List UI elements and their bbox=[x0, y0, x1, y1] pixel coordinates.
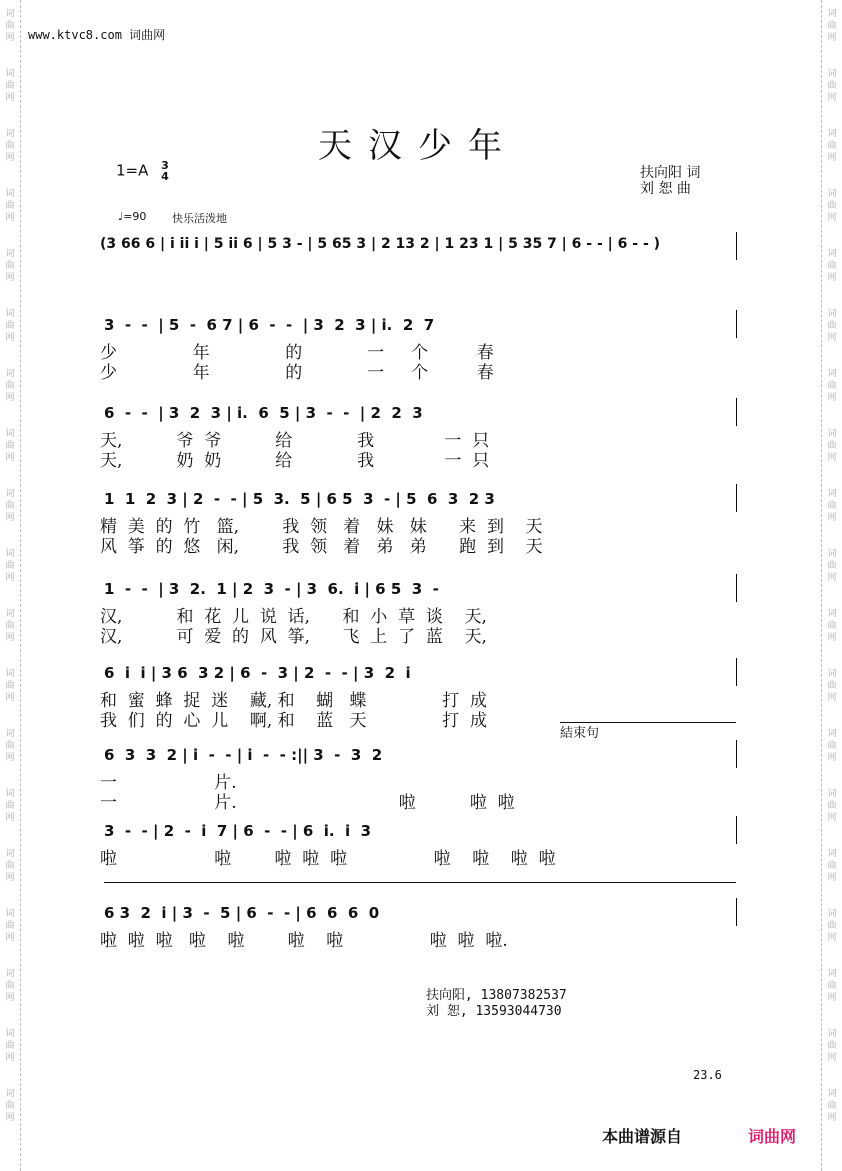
notation-line: 1 1 2 3 | 2 - - | 5 3. 5 | 6 5 3 - | 5 6 3 2 3 bbox=[104, 490, 495, 508]
watermark-char: 词 bbox=[5, 309, 15, 319]
watermark-char: 网 bbox=[827, 153, 837, 163]
watermark-char: 词 bbox=[5, 9, 15, 19]
intro-end-bar bbox=[736, 232, 737, 260]
watermark-char: 网 bbox=[5, 33, 15, 43]
system-end-bar bbox=[736, 310, 737, 338]
watermark-char: 曲 bbox=[827, 441, 837, 451]
notation-line: 1 - - | 3 2. 1 | 2 3 - | 3 6. i | 6 5 3 - bbox=[104, 580, 439, 598]
watermark-char: 曲 bbox=[5, 621, 15, 631]
watermark-char: 网 bbox=[5, 273, 15, 283]
watermark-char: 词 bbox=[5, 1029, 15, 1039]
watermark-char: 曲 bbox=[5, 1041, 15, 1051]
watermark-char: 词 bbox=[827, 69, 837, 79]
watermark-char: 词 bbox=[5, 69, 15, 79]
system-end-bar bbox=[736, 658, 737, 686]
watermark-char: 词 bbox=[5, 189, 15, 199]
watermark-char: 曲 bbox=[827, 801, 837, 811]
site-name: 词曲网 bbox=[129, 28, 166, 42]
watermark-char: 词 bbox=[5, 969, 15, 979]
watermark-char: 网 bbox=[827, 453, 837, 463]
lyric-line: 我 们 的 心 儿 啊, 和 蓝 天 打 成 bbox=[100, 711, 487, 731]
watermark-char: 曲 bbox=[5, 201, 15, 211]
watermark-char: 词 bbox=[827, 369, 837, 379]
watermark-char: 词 bbox=[827, 669, 837, 679]
watermark-char: 词 bbox=[827, 1029, 837, 1039]
watermark-char: 网 bbox=[827, 813, 837, 823]
notation-line: 6 i i | 3 6 3 2 | 6 - 3 | 2 - - | 3 2 i bbox=[104, 664, 411, 682]
watermark-char: 网 bbox=[5, 813, 15, 823]
watermark-char: 曲 bbox=[5, 681, 15, 691]
composer-credit: 刘 恕 曲 bbox=[640, 181, 691, 197]
lyricist-credit: 扶向阳 词 bbox=[640, 165, 701, 181]
watermark-char: 词 bbox=[5, 609, 15, 619]
watermark-char: 词 bbox=[827, 189, 837, 199]
lyric-line: 啦 啦 啦 啦 啦 啦 啦 啦 啦 啦. bbox=[100, 931, 508, 951]
watermark-char: 曲 bbox=[5, 981, 15, 991]
watermark-char: 曲 bbox=[827, 561, 837, 571]
watermark-char: 曲 bbox=[827, 681, 837, 691]
watermark-char: 词 bbox=[5, 789, 15, 799]
watermark-char: 网 bbox=[827, 693, 837, 703]
watermark-char: 曲 bbox=[827, 21, 837, 31]
watermark-char: 词 bbox=[827, 729, 837, 739]
lyric-line: 精 美 的 竹 篮, 我 领 着 妹 妹 来 到 天 bbox=[100, 517, 543, 537]
notation-line: 6 - - | 3 2 3 | i. 6 5 | 3 - - | 2 2 3 bbox=[104, 404, 423, 422]
watermark-char: 网 bbox=[5, 693, 15, 703]
watermark-char: 曲 bbox=[5, 501, 15, 511]
watermark-char: 网 bbox=[5, 873, 15, 883]
watermark-char: 网 bbox=[827, 873, 837, 883]
notation-line: 6 3 3 2 | i - - | i - - :|| 3 - 3 2 bbox=[104, 746, 383, 764]
watermark-char: 词 bbox=[827, 909, 837, 919]
watermark-char: 网 bbox=[5, 393, 15, 403]
lyric-line: 天, 奶 奶 给 我 一 只 bbox=[100, 451, 490, 471]
ending-label: 結束句 bbox=[560, 726, 600, 741]
watermark-char: 网 bbox=[5, 573, 15, 583]
watermark-char: 网 bbox=[827, 933, 837, 943]
watermark-char: 曲 bbox=[827, 141, 837, 151]
lyric-line: 一 片. 啦 啦 啦 bbox=[100, 793, 515, 813]
watermark-char: 曲 bbox=[5, 261, 15, 271]
source-footer bbox=[602, 1124, 682, 1147]
watermark-char: 词 bbox=[5, 729, 15, 739]
lyric-line: 少 年 的 一 个 春 bbox=[100, 363, 494, 383]
watermark-char: 曲 bbox=[5, 381, 15, 391]
watermark-char: 网 bbox=[5, 933, 15, 943]
notation-line: 6 3 2 i | 3 - 5 | 6 - - | 6 6 6 0 bbox=[104, 904, 380, 922]
watermark-char: 曲 bbox=[5, 141, 15, 151]
watermark-char: 网 bbox=[5, 1113, 15, 1123]
watermark-char: 词 bbox=[827, 1089, 837, 1099]
watermark-char: 词 bbox=[827, 129, 837, 139]
lyric-line: 少 年 的 一 个 春 bbox=[100, 343, 494, 363]
watermark-char: 曲 bbox=[5, 21, 15, 31]
intro-notation: (3 66 6 | i ii i | 5 ii 6 | 5 3 - | 5 65 3 | 2 13 2 | 1 23 1 | 5 35 7 | 6 - - | 6 - - ) bbox=[100, 236, 661, 252]
watermark-char: 网 bbox=[5, 93, 15, 103]
watermark-char: 词 bbox=[5, 849, 15, 859]
watermark-char: 曲 bbox=[827, 921, 837, 931]
watermark-char: 曲 bbox=[827, 261, 837, 271]
tempo-marking: ♩=90 bbox=[118, 210, 147, 223]
watermark-char: 曲 bbox=[827, 501, 837, 511]
system-end-bar bbox=[736, 740, 737, 768]
watermark-char: 词 bbox=[5, 249, 15, 259]
watermark-char: 网 bbox=[827, 633, 837, 643]
lyric-line: 汉, 可 爱 的 风 筝, 飞 上 了 蓝 天, bbox=[100, 627, 487, 647]
watermark-char: 网 bbox=[5, 633, 15, 643]
time-bottom: 4 bbox=[161, 170, 169, 183]
watermark-char: 词 bbox=[827, 9, 837, 19]
watermark-char: 词 bbox=[5, 369, 15, 379]
watermark-char: 曲 bbox=[827, 741, 837, 751]
watermark-char: 网 bbox=[827, 1113, 837, 1123]
contact-composer: 刘 恕, 13593044730 bbox=[426, 1004, 562, 1019]
watermark-char: 网 bbox=[827, 273, 837, 283]
watermark-char: 网 bbox=[5, 513, 15, 523]
watermark-char: 词 bbox=[5, 669, 15, 679]
contact-block bbox=[426, 988, 567, 1020]
watermark-char: 曲 bbox=[5, 561, 15, 571]
watermark-char: 网 bbox=[827, 1053, 837, 1063]
watermark-char: 词 bbox=[827, 429, 837, 439]
watermark-char: 网 bbox=[5, 753, 15, 763]
watermark-char: 词 bbox=[5, 129, 15, 139]
watermark-char: 词 bbox=[827, 849, 837, 859]
watermark-char: 曲 bbox=[827, 381, 837, 391]
footer-brand-link[interactable] bbox=[748, 1124, 796, 1147]
watermark-char: 网 bbox=[827, 393, 837, 403]
watermark-char: 曲 bbox=[827, 621, 837, 631]
watermark-char: 曲 bbox=[5, 441, 15, 451]
system-end-bar bbox=[736, 398, 737, 426]
watermark-char: 词 bbox=[827, 609, 837, 619]
watermark-char: 曲 bbox=[5, 1101, 15, 1111]
notation-line: 3 - - | 5 - 6 7 | 6 - - | 3 2 3 | i. 2 7 bbox=[104, 316, 435, 334]
watermark-char: 网 bbox=[5, 993, 15, 1003]
contact-lyricist: 扶向阳, 13807382537 bbox=[426, 988, 567, 1003]
watermark-char: 网 bbox=[827, 333, 837, 343]
watermark-char: 词 bbox=[5, 489, 15, 499]
watermark-char: 词 bbox=[827, 489, 837, 499]
lyric-line: 啦 啦 啦 啦 啦 啦 啦 啦 啦 bbox=[100, 849, 556, 869]
watermark-char: 词 bbox=[5, 1089, 15, 1099]
watermark-char: 词 bbox=[5, 549, 15, 559]
watermark-char: 网 bbox=[827, 33, 837, 43]
watermark-char: 曲 bbox=[827, 201, 837, 211]
watermark-char: 曲 bbox=[5, 321, 15, 331]
lyric-line: 风 筝 的 悠 闲, 我 领 着 弟 弟 跑 到 天 bbox=[100, 537, 543, 557]
watermark-char: 词 bbox=[827, 309, 837, 319]
watermark-char: 网 bbox=[5, 213, 15, 223]
watermark-char: 曲 bbox=[827, 981, 837, 991]
footer-source-text: 本曲谱源自 bbox=[602, 1127, 683, 1146]
key-text: 1=A bbox=[116, 161, 149, 180]
notation-line: 3 - - | 2 - i 7 | 6 - - | 6 i. i 3 bbox=[104, 822, 372, 840]
watermark-char: 词 bbox=[827, 249, 837, 259]
system-end-bar bbox=[736, 898, 737, 926]
lyric-line: 汉, 和 花 儿 说 话, 和 小 草 谈 天, bbox=[100, 607, 487, 627]
footer-brand-text: 词曲网 bbox=[748, 1127, 797, 1146]
watermark-char: 网 bbox=[827, 213, 837, 223]
mood-marking: 快乐活泼地 bbox=[172, 212, 227, 225]
watermark-char: 网 bbox=[827, 573, 837, 583]
watermark-char: 网 bbox=[5, 333, 15, 343]
lyric-line: 和 蜜 蜂 捉 迷 藏, 和 蝴 蝶 打 成 bbox=[100, 691, 487, 711]
watermark-char: 曲 bbox=[5, 801, 15, 811]
watermark-char: 网 bbox=[5, 453, 15, 463]
watermark-char: 曲 bbox=[827, 321, 837, 331]
lyric-line: 一 片. bbox=[100, 773, 237, 793]
watermark-char: 曲 bbox=[5, 81, 15, 91]
song-title: 天汉少年 bbox=[318, 126, 518, 166]
watermark-char: 网 bbox=[827, 993, 837, 1003]
watermark-char: 曲 bbox=[5, 861, 15, 871]
site-url-header bbox=[28, 26, 165, 43]
watermark-char: 词 bbox=[827, 789, 837, 799]
ending-bracket-line bbox=[560, 722, 736, 723]
separator-line bbox=[104, 882, 736, 883]
watermark-char: 网 bbox=[827, 93, 837, 103]
system-end-bar bbox=[736, 574, 737, 602]
site-url: www.ktvc8.com bbox=[28, 28, 122, 42]
watermark-char: 网 bbox=[5, 153, 15, 163]
watermark-char: 曲 bbox=[827, 1101, 837, 1111]
watermark-char: 曲 bbox=[5, 921, 15, 931]
watermark-char: 词 bbox=[5, 909, 15, 919]
watermark-char: 网 bbox=[827, 513, 837, 523]
key-signature bbox=[116, 160, 169, 182]
watermark-char: 网 bbox=[5, 1053, 15, 1063]
watermark-char: 词 bbox=[5, 429, 15, 439]
system-end-bar bbox=[736, 484, 737, 512]
watermark-char: 曲 bbox=[827, 81, 837, 91]
page-number: 23.6 bbox=[693, 1068, 722, 1082]
time-signature bbox=[161, 160, 169, 182]
watermark-char: 词 bbox=[827, 549, 837, 559]
watermark-char: 曲 bbox=[827, 1041, 837, 1051]
watermark-char: 曲 bbox=[5, 741, 15, 751]
watermark-char: 网 bbox=[827, 753, 837, 763]
watermark-char: 词 bbox=[827, 969, 837, 979]
system-end-bar bbox=[736, 816, 737, 844]
time-top: 3 bbox=[161, 159, 169, 172]
watermark-char: 曲 bbox=[827, 861, 837, 871]
lyric-line: 天, 爷 爷 给 我 一 只 bbox=[100, 431, 490, 451]
